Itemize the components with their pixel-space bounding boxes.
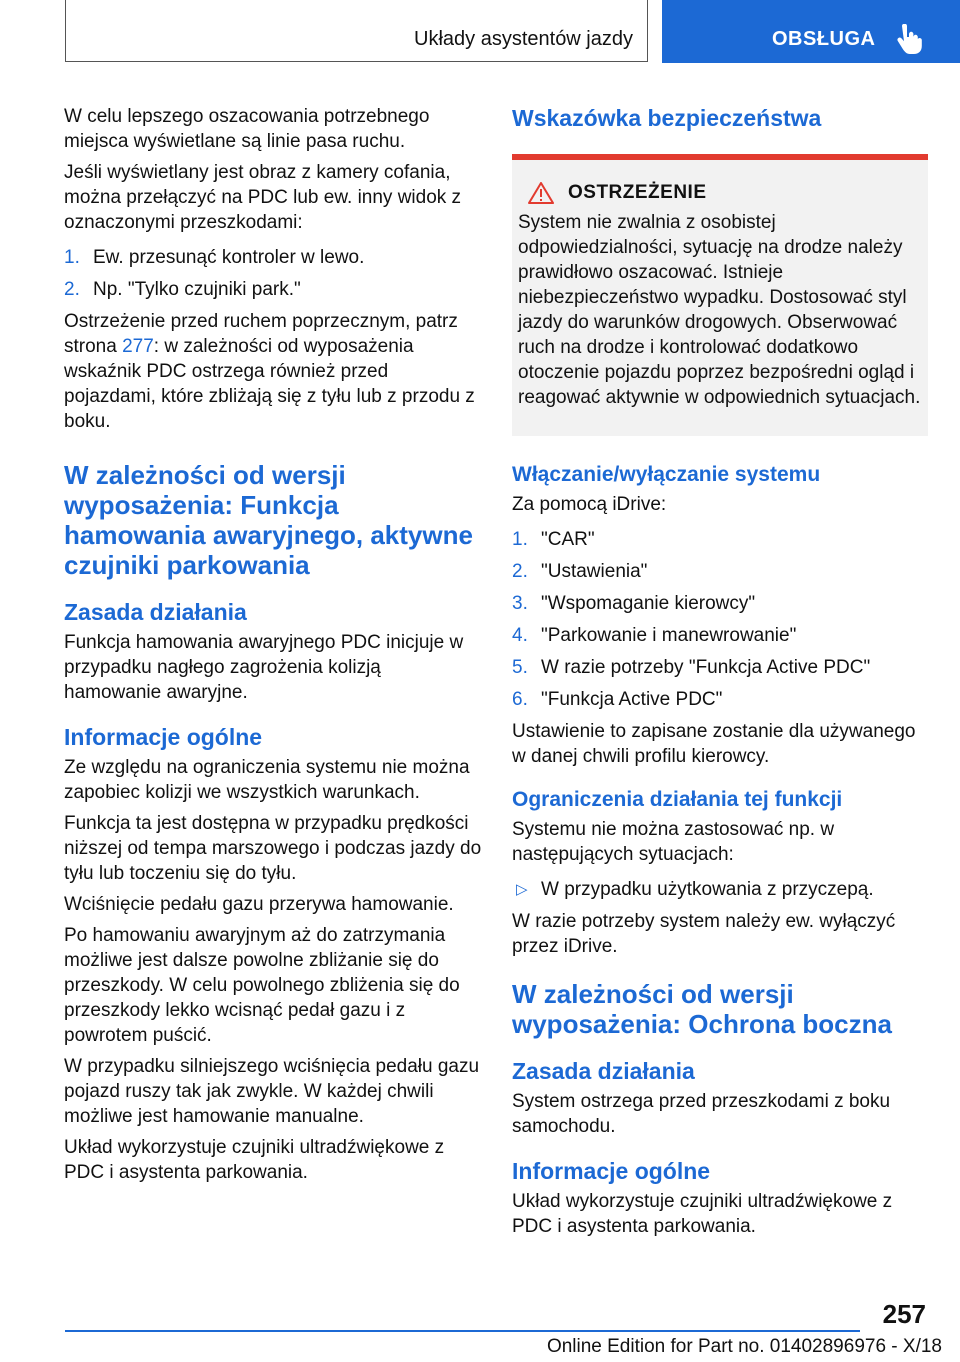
- warning-text: System nie zwalnia z osobistej odpowiedzialności, sytuację na drodze należy prawidłowo oszacować. Istnieje niebezpieczeństwo wypadku. Dostosować styl jazdy do warunków drogowych. Obserwować ruch na drodze i kontrolować dodatkowo otoczenie pojazdu poprzez bezpośredni ogląd i reagować aktywnie w odpowiednich sytuacjach.: [518, 212, 921, 408]
- paragraph: Funkcja ta jest dostępna w przypadku prędkości niższej od tempa marszowego i podczas jazdy do tyłu lub toczeniu się do tyłu.: [64, 813, 482, 884]
- paragraph: System ostrzega przed przeszkodami z boku samochodu.: [512, 1091, 891, 1137]
- steps-list: [64, 245, 482, 302]
- section-heading: W zależności od wersji wyposażenia: Ochrona boczna: [512, 979, 892, 1039]
- list-item: [512, 591, 928, 616]
- paragraph: Układ wykorzystuje czujniki ultradźwiękowe z PDC i asystenta parkowania.: [64, 1137, 445, 1183]
- paragraph: Wciśnięcie pedału gazu przerywa hamowanie.: [64, 894, 454, 915]
- page-reference-link[interactable]: 277: [122, 336, 154, 357]
- triangle-bullet-icon: ▷: [516, 881, 528, 898]
- right-column: [512, 104, 928, 1245]
- list-item: [512, 559, 928, 584]
- step-text: "Funkcja Active PDC": [541, 689, 723, 710]
- list-item: [512, 687, 928, 712]
- step-number: 2.: [512, 561, 528, 582]
- section-heading: W zależności od wersji wyposażenia: Funkcja hamowania awaryjnego, aktywne czujniki parkowania: [64, 460, 473, 580]
- subsection-heading: Informacje ogólne: [64, 724, 263, 750]
- chapter-tab[interactable]: [662, 0, 960, 63]
- subsection-heading: Informacje ogólne: [512, 1158, 711, 1184]
- paragraph: Po hamowaniu awaryjnym aż do zatrzymania możliwe jest dalsze powolne zbliżanie się do przeszkody. W celu powolnego zbliżenia się do przeszkody lekko wcisnąć pedał gazu i z powrotem puścić.: [64, 925, 460, 1046]
- header-section-box: [65, 0, 648, 62]
- edition-text: Online Edition for Part no. 01402896976 - X/18: [546, 1336, 942, 1357]
- page-number: 257: [882, 1299, 926, 1329]
- paragraph: Za pomocą iDrive:: [512, 494, 667, 515]
- subsection-heading: Włączanie/wyłączanie systemu: [512, 463, 821, 486]
- list-item: [512, 877, 928, 902]
- paragraph: Ze względu na ograniczenia systemu nie można zapobiec kolizji we wszystkich warunkach.: [64, 757, 470, 803]
- hand-pointer-icon: [894, 24, 922, 54]
- list-item-text: W przypadku użytkowania z przyczepą.: [541, 879, 874, 900]
- step-text: "Ustawienia": [541, 561, 648, 582]
- subsection-heading: Ograniczenia działania tej funkcji: [512, 788, 843, 811]
- warning-label: OSTRZEŻENIE: [568, 182, 707, 203]
- paragraph: [64, 309, 482, 434]
- step-number: 2.: [64, 279, 80, 300]
- subsection-heading: Zasada działania: [512, 1058, 695, 1084]
- subsection-heading: Zasada działania: [64, 599, 247, 625]
- step-text: Np. "Tylko czujniki park.": [93, 279, 301, 300]
- step-number: 1.: [64, 247, 80, 268]
- list-item: [512, 655, 928, 680]
- paragraph: Ustawienie to zapisane zostanie dla używanego w danej chwili profilu kierowcy.: [512, 721, 916, 767]
- step-text: "Parkowanie i manewrowanie": [541, 625, 797, 646]
- safety-heading: Wskazówka bezpieczeństwa: [512, 105, 822, 131]
- paragraph: Systemu nie można zastosować np. w następujących sytuacjach:: [512, 819, 835, 865]
- step-text: W razie potrzeby "Funkcja Active PDC": [541, 657, 871, 678]
- paragraph: W przypadku silniejszego wciśnięcia pedału gazu pojazd ruszy tak jak zwykle. W każdej chwili możliwe jest hamowanie manualne.: [64, 1056, 480, 1127]
- step-number: 1.: [512, 529, 528, 550]
- steps-list: [512, 527, 928, 712]
- paragraph-text: : w zależności od wyposażenia wskaźnik PDC ostrzega również przed pojazdami, które zbliżają się z tyłu lub z przodu z boku.: [64, 336, 475, 432]
- paragraph: Układ wykorzystuje czujniki ultradźwiękowe z PDC i asystenta parkowania.: [512, 1191, 893, 1237]
- step-number: 3.: [512, 593, 528, 614]
- warning-box: [512, 160, 928, 436]
- footer-edition-text: [547, 1336, 942, 1358]
- paragraph: Jeśli wyświetlany jest obraz z kamery cofania, można przełączyć na PDC lub ew. inny widok z oznaczonymi przeszkodami:: [64, 162, 462, 233]
- chapter-tab-label: OBSŁUGA: [772, 28, 876, 50]
- step-number: 6.: [512, 689, 528, 710]
- footer-divider: [65, 1330, 860, 1332]
- list-item: [512, 623, 928, 648]
- step-number: 4.: [512, 625, 528, 646]
- section-title: Układy asystentów jazdy: [414, 28, 633, 50]
- step-text: "Wspomaganie kierowcy": [541, 593, 756, 614]
- warning-header: [518, 182, 922, 204]
- paragraph-text: Ostrzeżenie przed ruchem poprzecznym, patrz strona: [64, 311, 458, 357]
- paragraph: W razie potrzeby system należy ew. wyłączyć przez iDrive.: [512, 911, 896, 957]
- warning-triangle-icon: [528, 182, 554, 204]
- step-text: Ew. przesunąć kontroler w lewo.: [93, 247, 365, 268]
- limit-list: [512, 877, 928, 902]
- list-item: [512, 527, 928, 552]
- list-item: [64, 277, 482, 302]
- paragraph: W celu lepszego oszacowania potrzebnego miejsca wyświetlane są linie pasa ruchu.: [64, 106, 430, 152]
- step-number: 5.: [512, 657, 528, 678]
- paragraph: Funkcja hamowania awaryjnego PDC inicjuje w przypadku nagłego zagrożenia kolizją hamowanie awaryjne.: [64, 632, 464, 703]
- step-text: "CAR": [541, 529, 595, 550]
- left-column: [64, 104, 482, 1191]
- list-item: [64, 245, 482, 270]
